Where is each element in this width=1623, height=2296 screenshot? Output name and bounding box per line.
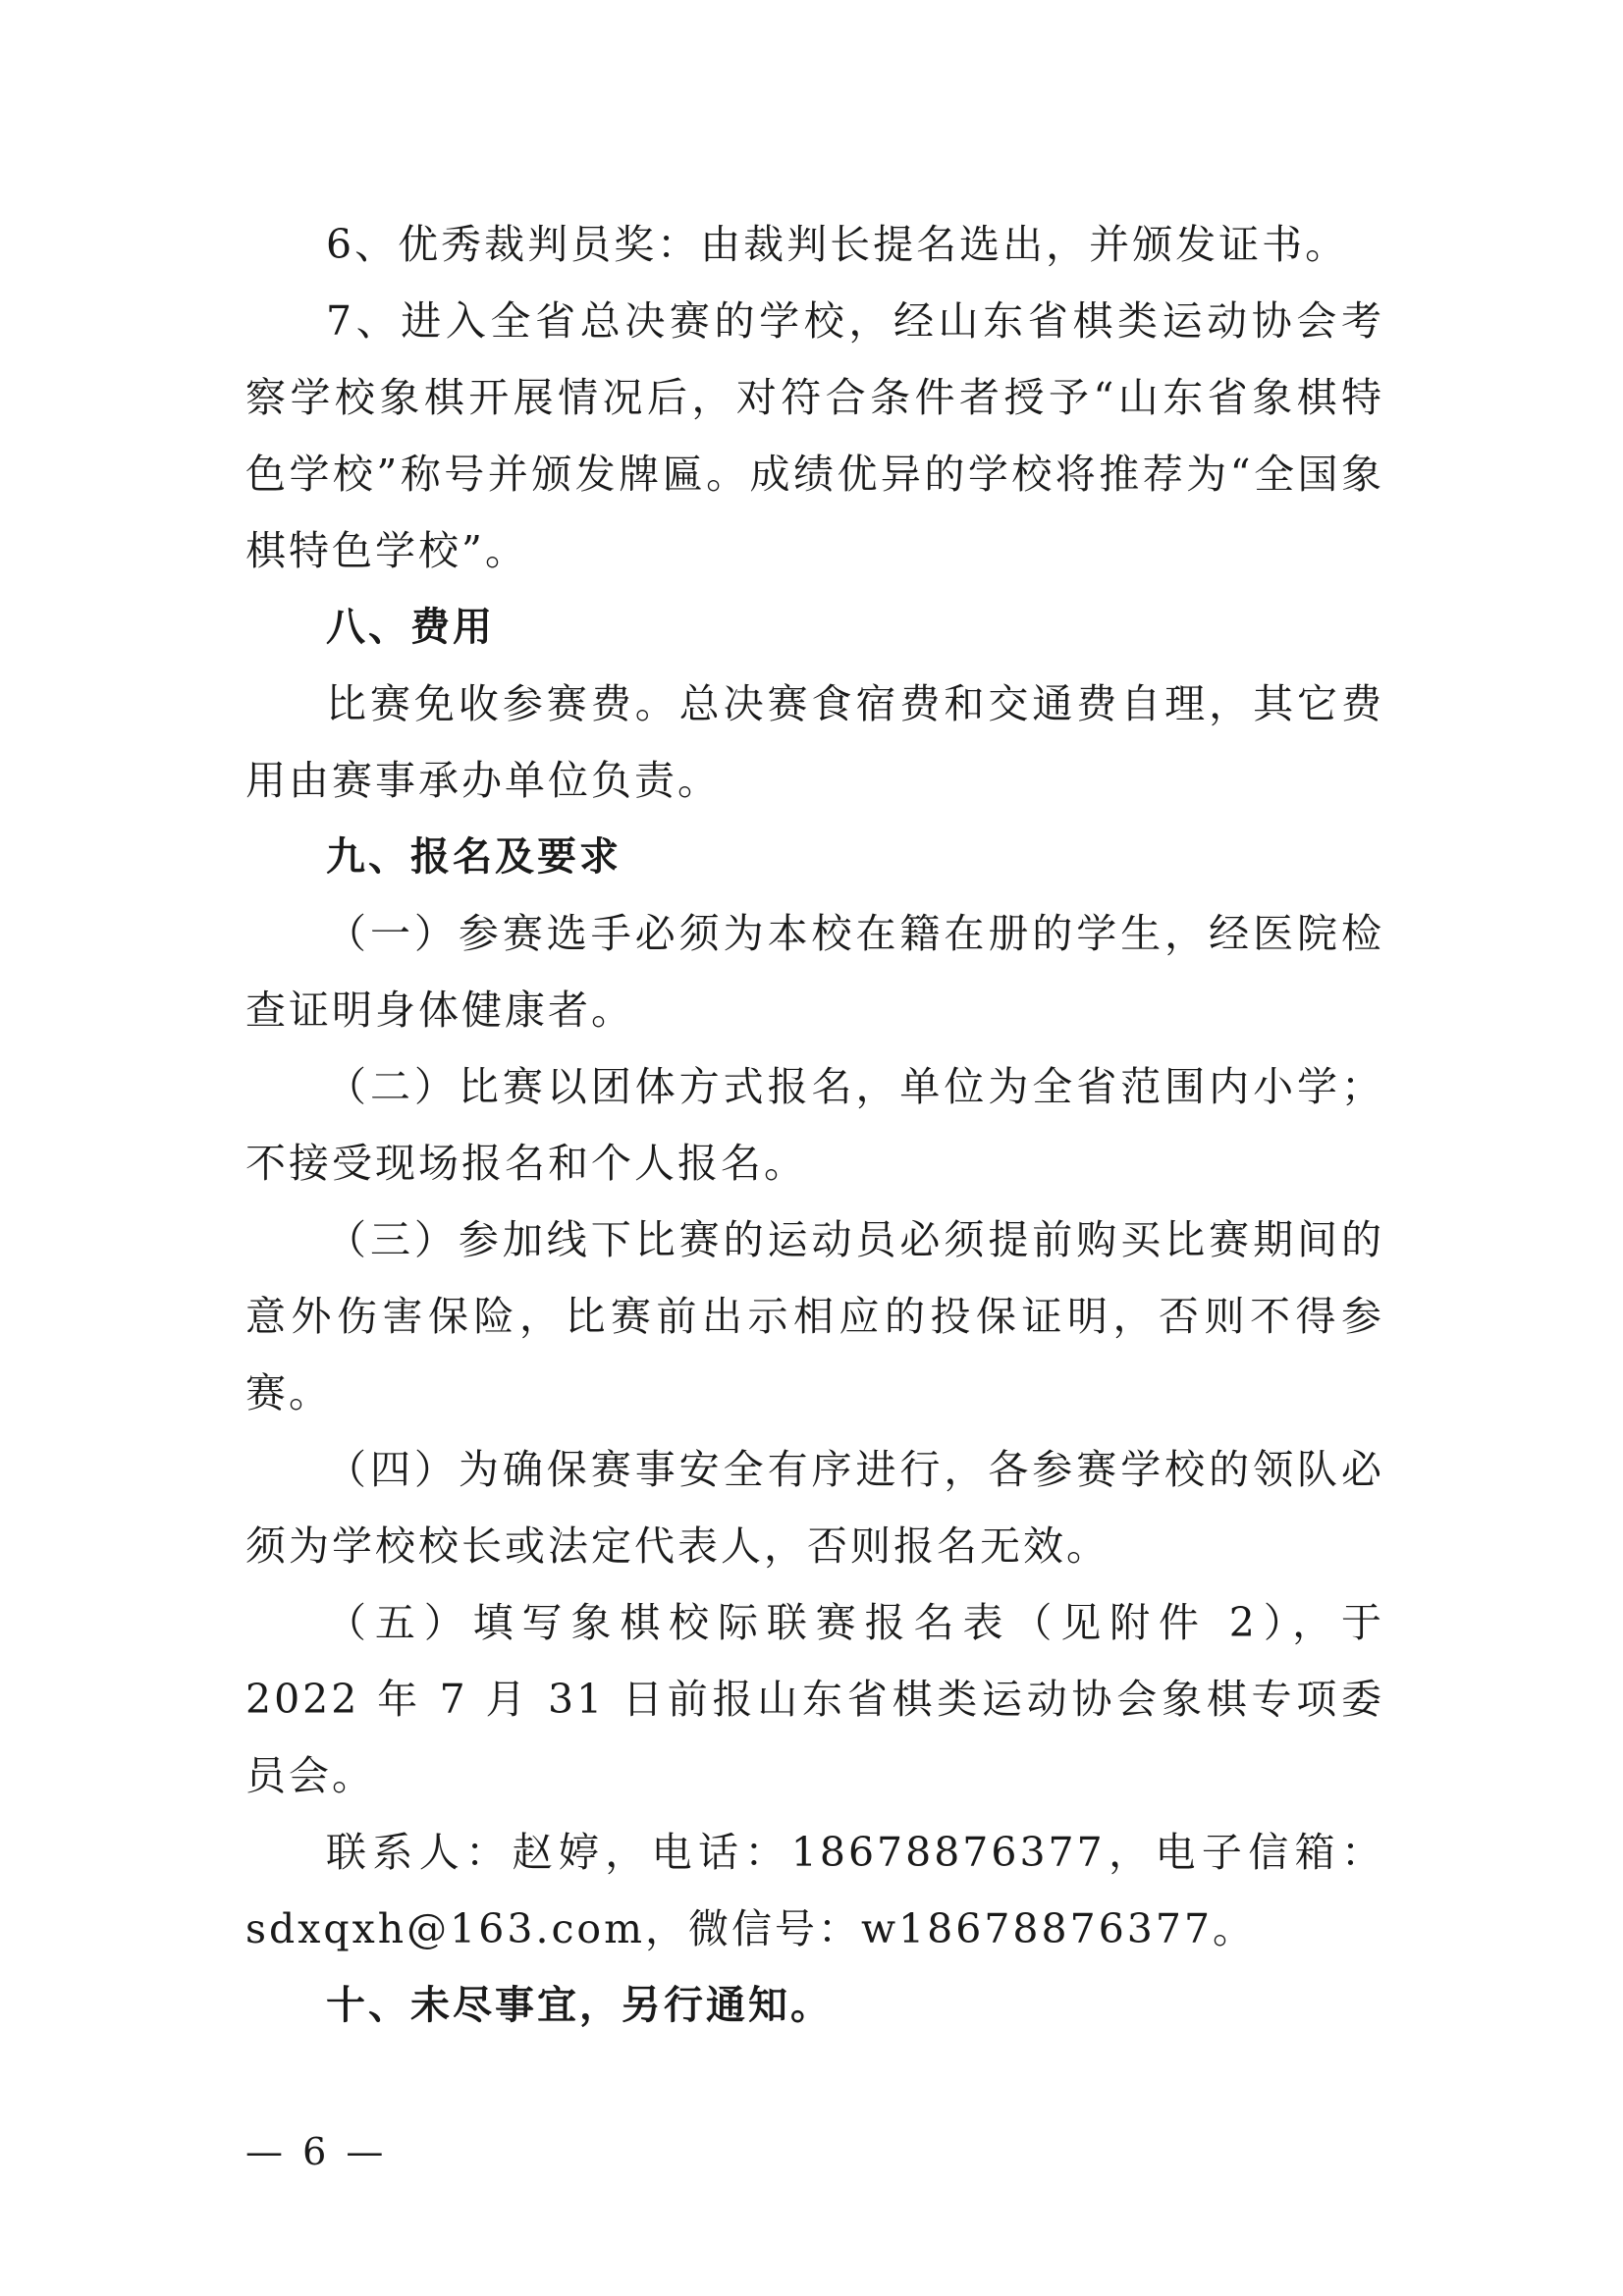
section-heading-registration: 九、报名及要求 [326,834,622,880]
paragraph-fees: 比赛免收参赛费。总决赛食宿费和交通费自理，其它费用由赛事承办单位负责。 [245,680,1384,804]
paragraph-requirement-1: （一）参赛选手必须为本校在籍在册的学生，经医院检查证明身体健康者。 [245,910,1384,1034]
paragraph-requirement-3: （三）参加线下比赛的运动员必须提前购买比赛期间的意外伤害保险，比赛前出示相应的投保证明，否则不得参赛。 [245,1216,1384,1416]
section-heading-other-matters: 十、未尽事宜，另行通知。 [326,1983,833,2028]
paragraph-requirement-5: （五）填写象棋校际联赛报名表（见附件 2），于 2022 年 7 月 31 日前报山东省棋类运动协会象棋专项委员会。 [245,1599,1384,1799]
paragraph-requirement-4: （四）为确保赛事安全有序进行，各参赛学校的领队必须为学校校长或法定代表人，否则报名无效。 [245,1446,1384,1570]
paragraph-requirement-2: （二）比赛以团体方式报名，单位为全省范围内小学；不接受现场报名和个人报名。 [245,1063,1384,1187]
document-body [245,206,1384,2044]
paragraph-contact: 联系人：赵婷，电话：18678876377，电子信箱：sdxqxh@163.com，微信号：w18678876377。 [245,1829,1384,1952]
paragraph-referee-award: 6、优秀裁判员奖：由裁判长提名选出，并颁发证书。 [326,221,1349,268]
page-number: — 6 — [245,2130,388,2173]
section-heading-fees: 八、费用 [326,605,495,650]
paragraph-featured-school: 7、进入全省总决赛的学校，经山东省棋类运动协会考察学校象棋开展情况后，对符合条件者授予“山东省象棋特色学校”称号并颁发牌匾。成绩优异的学校将推荐为“全国象棋特色学校”。 [245,297,1384,574]
